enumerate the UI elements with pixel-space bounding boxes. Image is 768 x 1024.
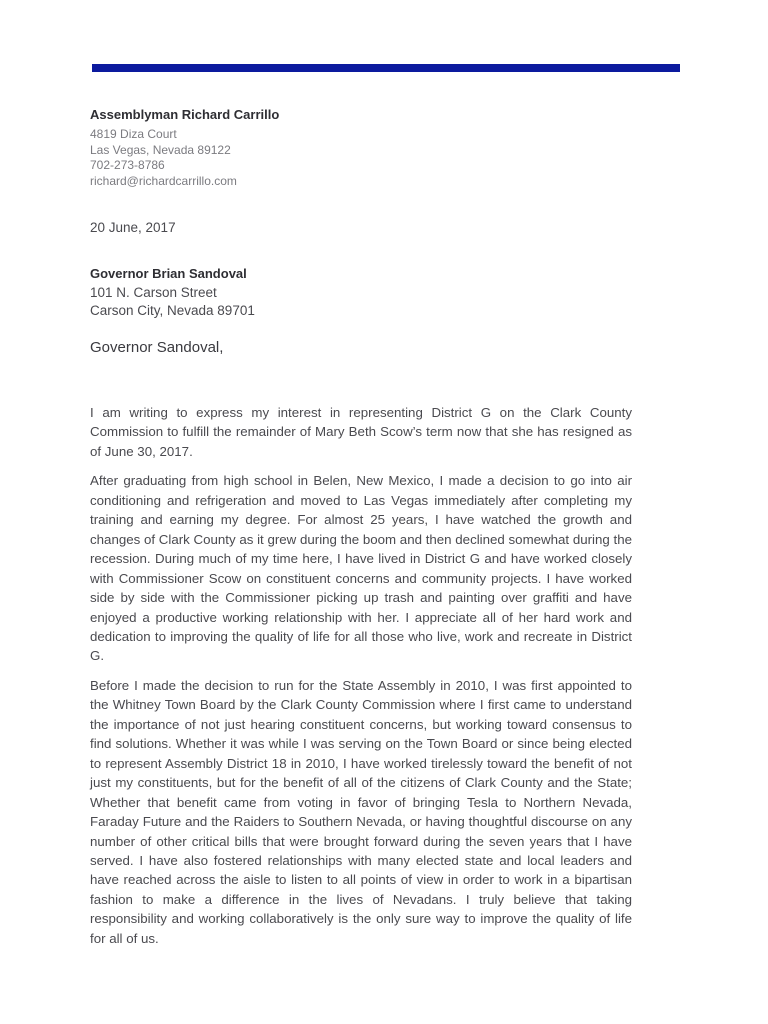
body-paragraph-1: I am writing to express my interest in representing District G on the Clark County Commission to fulfill the remainder of Mary Beth Scow’s term now that she has resigned as of June 30, 2017. (90, 405, 632, 459)
recipient-street: 101 N. Carson Street (90, 285, 217, 300)
sender-city: Las Vegas, Nevada 89122 (90, 142, 231, 157)
recipient-name: Governor Brian Sandoval (90, 266, 247, 281)
sender-phone: 702-273-8786 (90, 158, 165, 173)
body-paragraph-2: After graduating from high school in Belen, New Mexico, I made a decision to go into air conditioning and refrigeration and moved to Las Vegas immediately after completing my training and earning my degree. For almost 25 years, I have watched the growth and changes of Clark County as it grew during the boom and then declined somewhat during the recession. During much of my time here, I have lived in District G and have worked closely with Commissioner Scow on constituent concerns and community projects. I have worked side by side with the Commissioner picking up trash and painting over graffiti and have enjoyed a productive working relationship with her. I appreciate all of her hard work and dedication to improving the quality of life for all those who live, work and recreate in District G. (90, 473, 632, 664)
sender-street: 4819 Diza Court (90, 127, 177, 141)
header-rule (92, 64, 680, 72)
recipient-city: Carson City, Nevada 89701 (90, 302, 255, 318)
letter-date: 20 June, 2017 (90, 220, 176, 235)
recipient-block (90, 265, 650, 319)
body-paragraph-3: Before I made the decision to run for the State Assembly in 2010, I was first appointed to the Whitney Town Board by the Clark County Commission where I first came to understand the importance of not just hearing constituent concerns, but working toward consensus to find solutions. Whether it was while I was serving on the Town Board or since being elected to represent Assembly District 18 in 2010, I have worked tirelessly toward the benefit of not just my constituents, but for the benefit of all of the citizens of Clark County and the State; Whether that benefit came from voting in favor of bringing Tesla to Northern Nevada, Faraday Future and the Raiders to Southern Nevada, or having thoughtful discourse on any number of other critical bills that were brought forward during the seven years that I have served. I have also fostered relationships with many elected state and local leaders and have reached across the aisle to listen to all points of view in order to work in a bipartisan fashion to make a difference in the lives of Nevadans. I truly believe that taking responsibility and working collaboratively is the only sure way to improve the quality of life for all of us. (90, 677, 632, 946)
salutation: Governor Sandoval, (90, 339, 224, 356)
sender-name: Assemblyman Richard Carrillo (90, 107, 280, 122)
letter-body (90, 403, 632, 958)
sender-block (90, 106, 650, 190)
sender-email: richard@richardcarrillo.com (90, 174, 237, 189)
